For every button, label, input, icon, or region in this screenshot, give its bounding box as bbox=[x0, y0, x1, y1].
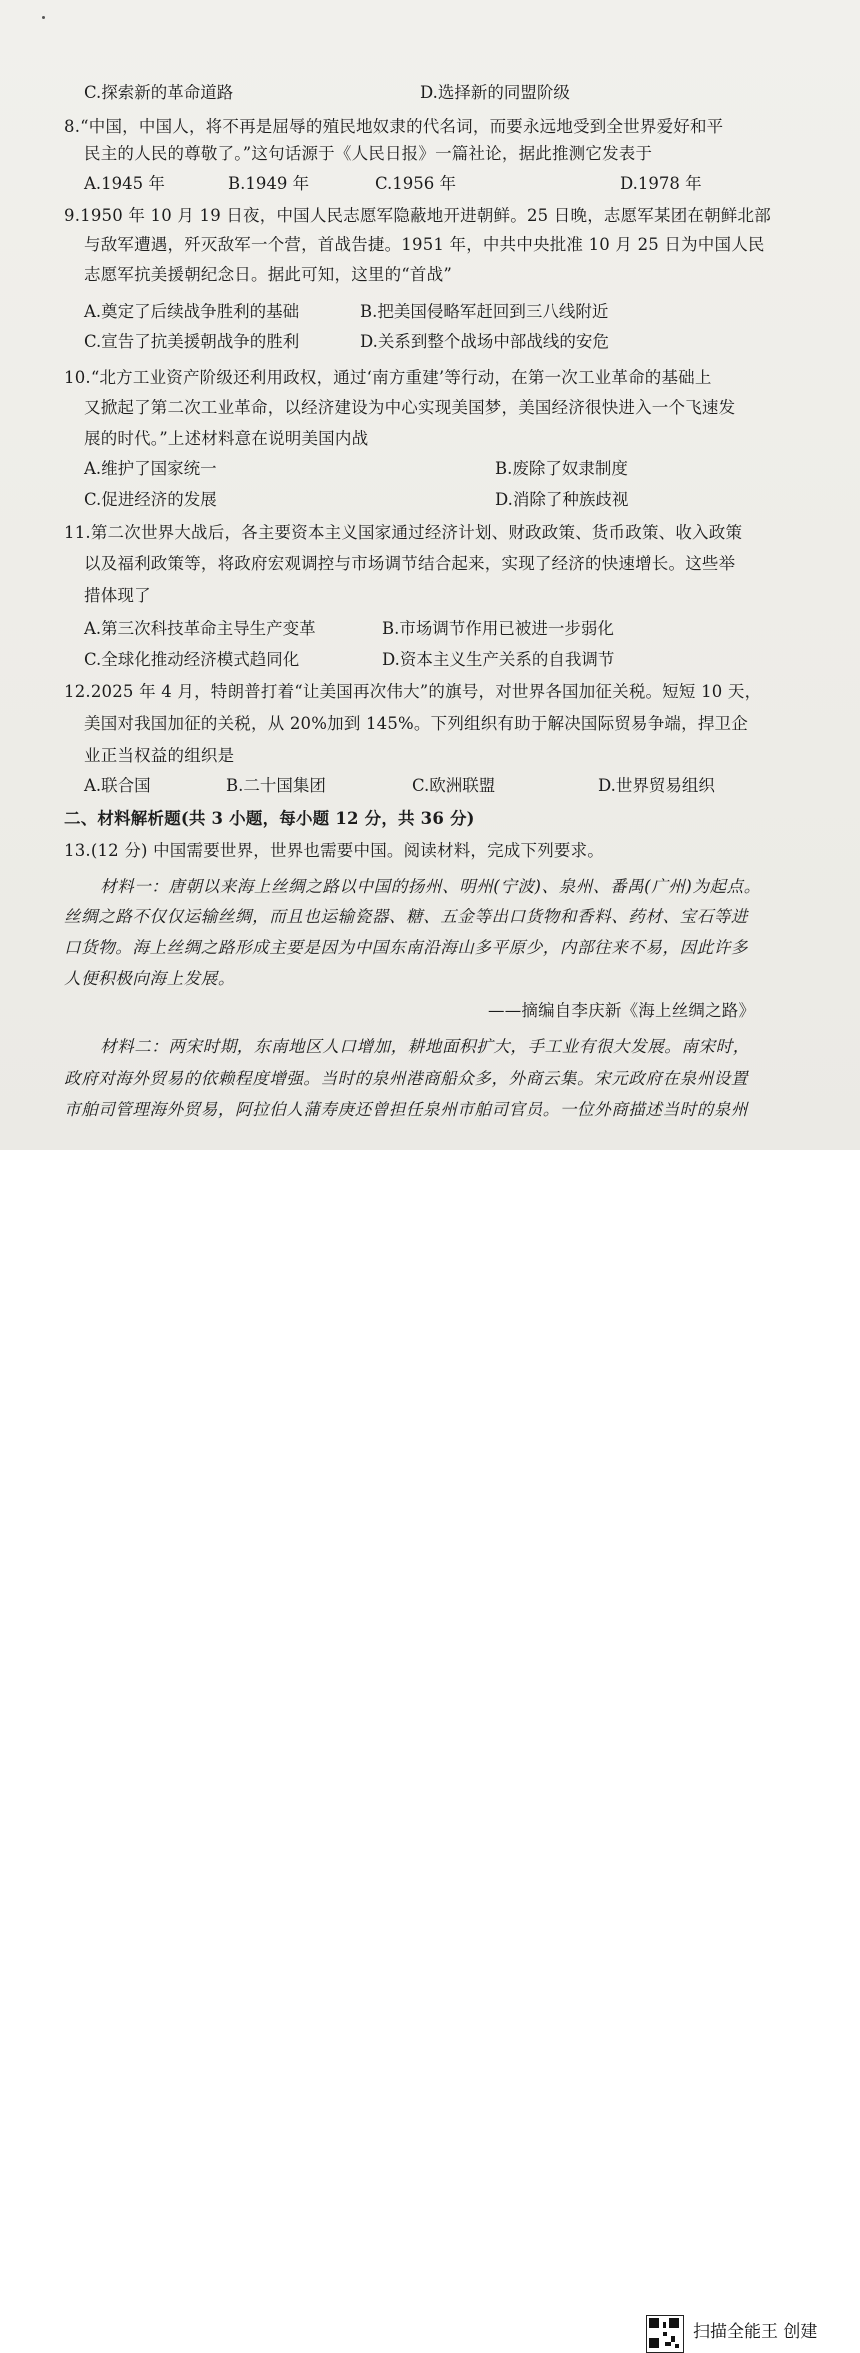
q8-option-b: B.1949 年 bbox=[228, 174, 310, 193]
q12-option-d: D.世界贸易组织 bbox=[598, 776, 715, 795]
q13-material1-line2: 丝绸之路不仅仅运输丝绸，而且也运输瓷器、糖、五金等出口货物和香料、药材、宝石等进 bbox=[64, 907, 748, 926]
q13-material1-source: ——摘编自李庆新《海上丝绸之路》 bbox=[488, 1001, 756, 1020]
q10-stem-line3: 展的时代。”上述材料意在说明美国内战 bbox=[84, 429, 369, 448]
q13-material2-line2: 政府对海外贸易的依赖程度增强。当时的泉州港商船众多，外商云集。宋元政府在泉州设置 bbox=[64, 1069, 748, 1088]
q11-option-c: C.全球化推动经济模式趋同化 bbox=[84, 650, 300, 669]
q11-stem-line2: 以及福利政策等，将政府宏观调控与市场调节结合起来，实现了经济的快速增长。这些举 bbox=[84, 554, 736, 573]
q8-option-c: C.1956 年 bbox=[375, 174, 457, 193]
q13-material2-line1: 材料二：两宋时期，东南地区人口增加，耕地面积扩大，手工业有很大发展。南宋时， bbox=[100, 1037, 750, 1056]
q12-option-b: B.二十国集团 bbox=[226, 776, 326, 795]
scanner-footer bbox=[0, 1150, 860, 2342]
q11-option-d: D.资本主义生产关系的自我调节 bbox=[382, 650, 615, 669]
q11-stem-line1: 11.第二次世界大战后，各主要资本主义国家通过经济计划、财政政策、货币政策、收入政策 bbox=[64, 523, 743, 542]
scan-speck bbox=[42, 16, 45, 19]
scanner-brand: 扫描全能王 创建 bbox=[693, 2322, 818, 2342]
q10-option-b: B.废除了奴隶制度 bbox=[495, 459, 628, 478]
q8-option-d: D.1978 年 bbox=[620, 174, 702, 193]
q11-stem-line3: 措体现了 bbox=[84, 586, 151, 605]
q9-stem-line3: 志愿军抗美援朝纪念日。据此可知，这里的“首战” bbox=[84, 265, 452, 284]
q10-stem-line2: 又掀起了第二次工业革命，以经济建设为中心实现美国梦，美国经济很快进入一个飞速发 bbox=[84, 398, 736, 417]
q13-material2-line3: 市舶司管理海外贸易，阿拉伯人蒲寿庚还曾担任泉州市舶司官员。一位外商描述当时的泉州 bbox=[64, 1100, 748, 1119]
q12-stem-line1: 12.2025 年 4 月，特朗普打着“让美国再次伟大”的旗号，对世界各国加征关税。短短 10 天， bbox=[64, 682, 762, 701]
q12-option-a: A.联合国 bbox=[84, 776, 151, 795]
q12-option-c: C.欧洲联盟 bbox=[412, 776, 496, 795]
q13-material1-line3: 口货物。海上丝绸之路形成主要是因为中国东南沿海山多平原少，内部往来不易，因此许多 bbox=[64, 938, 748, 957]
scanned-exam-page bbox=[0, 0, 860, 1150]
q9-stem-line1: 9.1950 年 10 月 19 日夜，中国人民志愿军隐蔽地开进朝鲜。25 日晚，志愿军某团在朝鲜北部 bbox=[64, 206, 771, 225]
q12-stem-line3: 业正当权益的组织是 bbox=[84, 746, 235, 765]
q9-option-d: D.关系到整个战场中部战线的安危 bbox=[360, 332, 609, 351]
q10-option-d: D.消除了种族歧视 bbox=[495, 490, 629, 509]
qr-code-icon bbox=[646, 2315, 684, 2353]
q10-option-a: A.维护了国家统一 bbox=[84, 459, 217, 478]
q7-option-d: D.选择新的同盟阶级 bbox=[420, 83, 570, 102]
q8-stem-line2: 民主的人民的尊敬了。”这句话源于《人民日报》一篇社论，据此推测它发表于 bbox=[84, 144, 653, 163]
q7-option-c: C.探索新的革命道路 bbox=[84, 83, 234, 102]
q9-option-b: B.把美国侵略军赶回到三八线附近 bbox=[360, 302, 609, 321]
q9-stem-line2: 与敌军遭遇，歼灭敌军一个营，首战告捷。1951 年，中共中央批准 10 月 25 日为中国人民 bbox=[84, 235, 765, 254]
q8-option-a: A.1945 年 bbox=[84, 174, 165, 193]
q10-stem-line1: 10.“北方工业资产阶级还利用政权，通过‘南方重建’等行动，在第一次工业革命的基础上 bbox=[64, 368, 712, 387]
section-heading: 二、材料解析题(共 3 小题，每小题 12 分，共 36 分) bbox=[64, 809, 475, 828]
q10-option-c: C.促进经济的发展 bbox=[84, 490, 217, 509]
q13-stem: 13.(12 分) 中国需要世界，世界也需要中国。阅读材料，完成下列要求。 bbox=[64, 841, 605, 860]
q13-material1-line4: 人便积极向海上发展。 bbox=[64, 969, 235, 988]
q13-material1-line1: 材料一：唐朝以来海上丝绸之路以中国的扬州、明州(宁波)、泉州、番禺(广州)为起点。 bbox=[100, 877, 761, 896]
q12-stem-line2: 美国对我国加征的关税，从 20%加到 145%。下列组织有助于解决国际贸易争端，捍卫企 bbox=[84, 714, 748, 733]
q11-option-a: A.第三次科技革命主导生产变革 bbox=[84, 619, 316, 638]
q9-option-a: A.奠定了后续战争胜利的基础 bbox=[84, 302, 300, 321]
q11-option-b: B.市场调节作用已被进一步弱化 bbox=[382, 619, 614, 638]
q9-option-c: C.宣告了抗美援朝战争的胜利 bbox=[84, 332, 300, 351]
q8-stem-line1: 8.“中国，中国人，将不再是屈辱的殖民地奴隶的代名词，而要永远地受到全世界爱好和平 bbox=[64, 117, 724, 136]
